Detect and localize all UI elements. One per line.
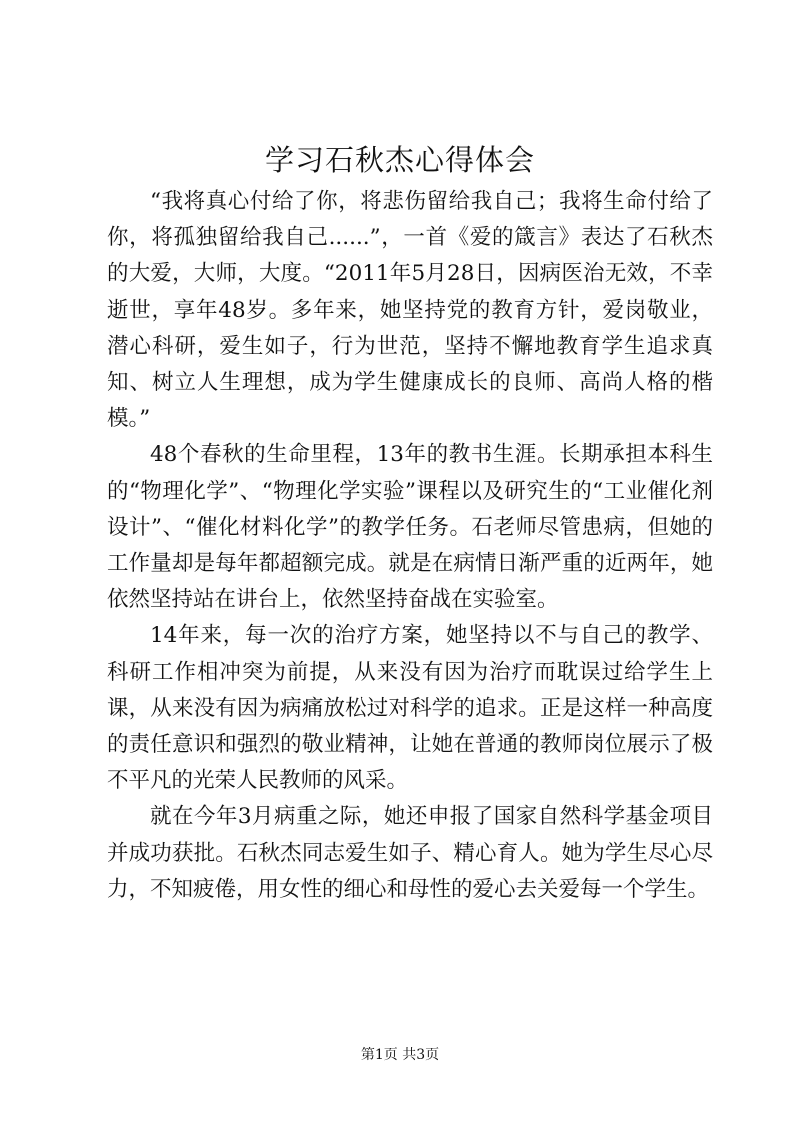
paragraph-2: 48个春秋的生命里程，13年的教书生涯。长期承担本科生的“物理化学”、“物理化学实验”课程以及研究生的“工业催化剂设计”、“催化材料化学”的教学任务。石老师尽管患病，但她的工作量却是每年都超额完成。就是在病情日渐严重的近两年，她依然坚持站在讲台上，依然坚持奋战在实验室。: [107, 442, 713, 613]
paragraph-3: 14年来，每一次的治疗方案，她坚持以不与自己的教学、科研工作相冲突为前提，从来没有因为治疗而耽误过给学生上课，从来没有因为病痛放松过对科学的追求。正是这样一种高度的责任意识和强烈的敬业精神，让她在普通的教师岗位展示了极不平凡的光荣人民教师的风采。: [107, 623, 713, 794]
document-title: 学习石秋杰心得体会: [264, 143, 535, 177]
paragraph-4: 就在今年3月病重之际，她还申报了国家自然科学基金项目并成功获批。石秋杰同志爱生如子、精心育人。她为学生尽心尽力，不知疲倦，用女性的细心和母性的爱心去关爱每一个学生。: [107, 804, 713, 902]
page-number-footer: 第1页 共3页: [360, 1047, 440, 1063]
paragraph-1: “我将真心付给了你，将悲伤留给我自己；我将生命付给了你，将孤独留给我自己......”，一首《爱的箴言》表达了石秋杰的大爱，大师，大度。“2011年5月28日，因病医治无效，不幸逝世，享年48岁。多年来，她坚持党的教育方针，爱岗敬业，潜心科研，爱生如子，行为世范，坚持不懈地教育学生追求真知、树立人生理想，成为学生健康成长的良师、高尚人格的楷模。”: [107, 189, 713, 432]
document-body: [107, 184, 713, 908]
